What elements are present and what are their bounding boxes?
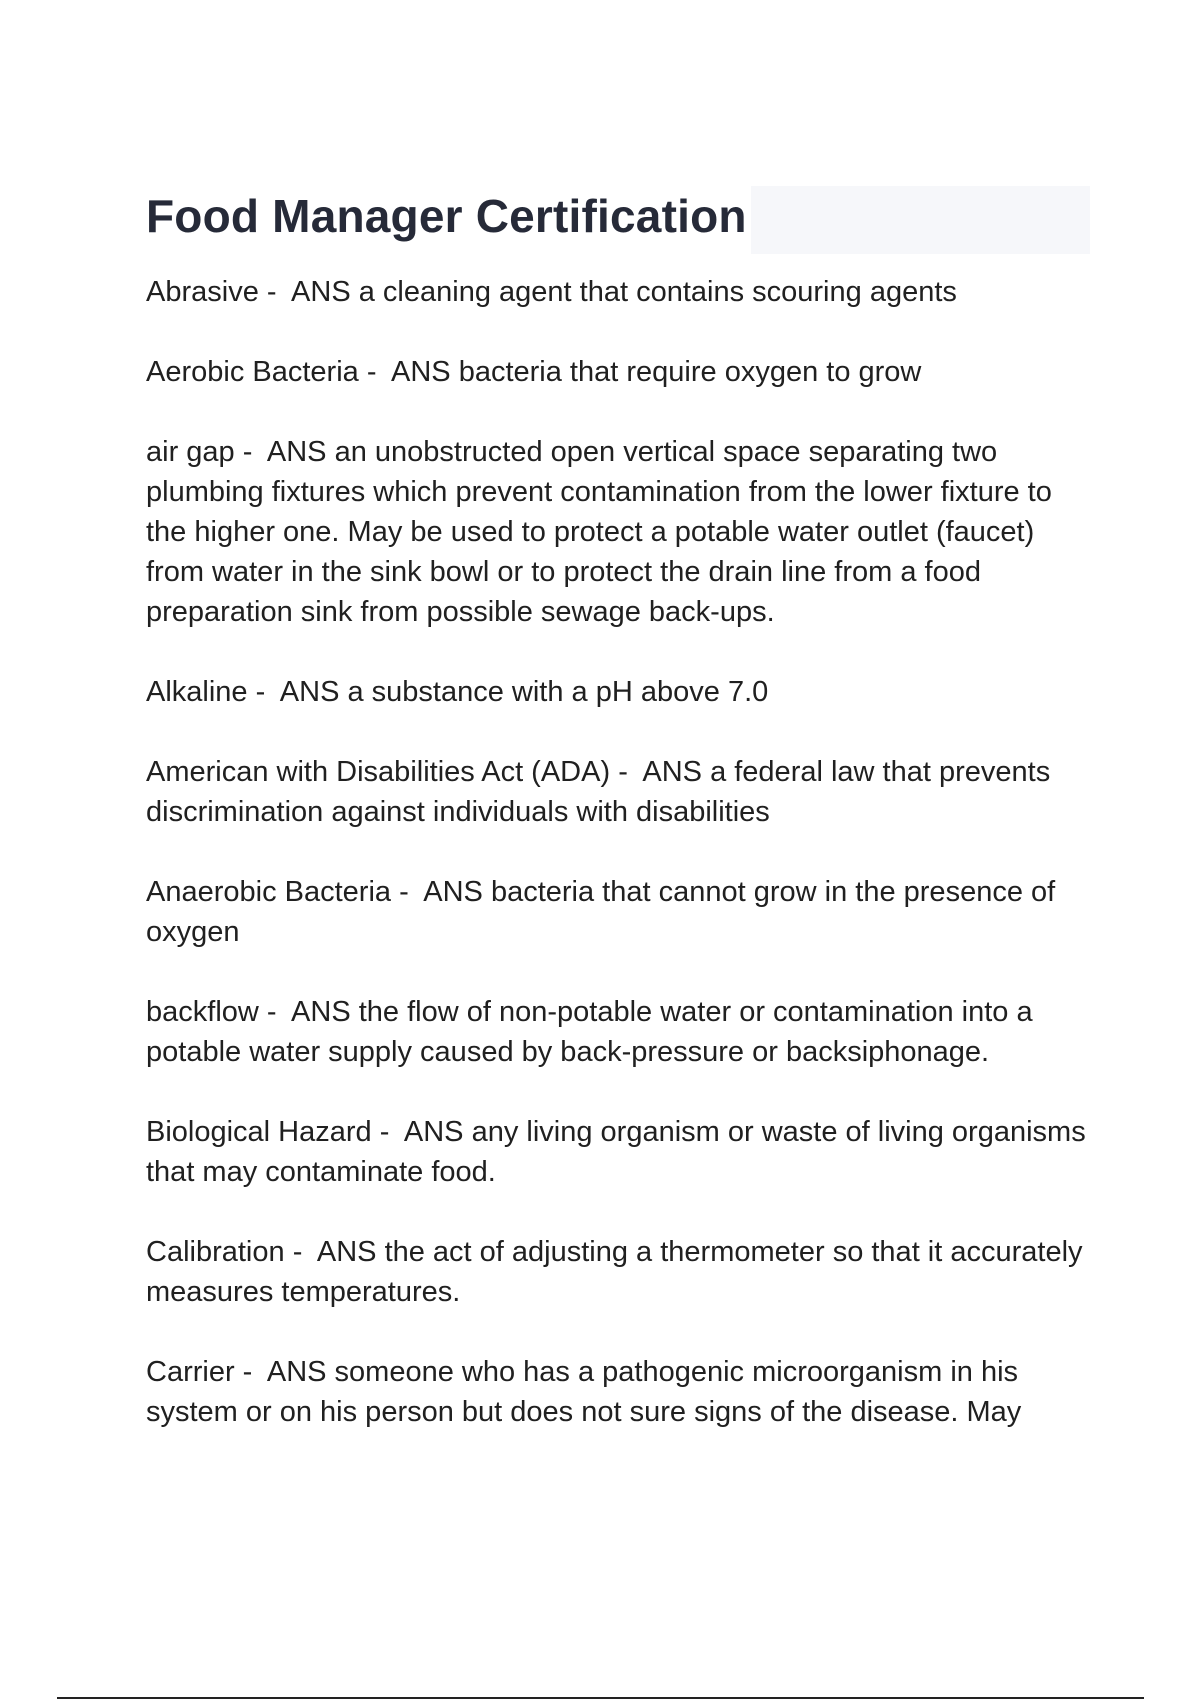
entry-definition: any living organism or waste of living organisms that may contaminate food.: [146, 1116, 1086, 1188]
entry-separator: - ANS: [358, 356, 459, 388]
glossary-entry: [146, 352, 1090, 392]
document-page: [146, 186, 1090, 1472]
entry-term: backflow: [146, 996, 259, 1028]
entry-separator: - ANS: [284, 1236, 385, 1268]
entry-definition: a federal law that prevents discrimination against individuals with disabilities: [146, 756, 1051, 828]
entry-term: Alkaline: [146, 676, 248, 708]
entry-definition: bacteria that require oxygen to grow: [458, 356, 922, 388]
entry-separator: - ANS: [258, 996, 359, 1028]
glossary-entry: [146, 992, 1090, 1072]
title-band: [146, 186, 1090, 254]
glossary-entry: [146, 752, 1090, 832]
entry-term: American with Disabilities Act (ADA): [146, 756, 611, 788]
entry-definition: the flow of non-potable water or contamination into a potable water supply caused by back-pressure or backsiphonage.: [146, 996, 1033, 1068]
glossary-entry: [146, 272, 1090, 312]
entry-separator: - ANS: [391, 876, 491, 908]
glossary-list: [146, 272, 1090, 1432]
entry-separator: - ANS: [610, 756, 711, 788]
entry-term: Biological Hazard: [146, 1116, 372, 1148]
glossary-entry: [146, 1232, 1090, 1312]
entry-separator: - ANS: [234, 1356, 335, 1388]
entry-term: Calibration: [146, 1236, 285, 1268]
entry-separator: - ANS: [371, 1116, 472, 1148]
entry-separator: - ANS: [234, 436, 335, 468]
entry-definition: a substance with a pH above 7.0: [347, 676, 769, 708]
entry-separator: - ANS: [247, 676, 348, 708]
glossary-entry: [146, 872, 1090, 952]
glossary-entry: [146, 1112, 1090, 1192]
entry-separator: - ANS: [258, 276, 359, 308]
entry-definition: bacteria that cannot grow in the presence of oxygen: [146, 876, 1056, 948]
glossary-entry: [146, 432, 1090, 632]
footer-divider: [57, 1697, 1144, 1699]
entry-definition: someone who has a pathogenic microorganism in his system or on his person but does not sure signs of the disease. May: [146, 1356, 1022, 1428]
entry-term: air gap: [146, 436, 235, 468]
entry-term: Carrier: [146, 1356, 235, 1388]
entry-term: Anaerobic Bacteria: [146, 876, 392, 908]
entry-term: Abrasive: [146, 276, 259, 308]
entry-definition: a cleaning agent that contains scouring agents: [358, 276, 957, 308]
entry-term: Aerobic Bacteria: [146, 356, 359, 388]
document-title: Food Manager Certification: [146, 186, 751, 254]
entry-definition: the act of adjusting a thermometer so that it accurately measures temperatures.: [146, 1236, 1083, 1308]
entry-definition: an unobstructed open vertical space separating two plumbing fixtures which prevent contamination from the lower fixture to the higher one. May be used to protect a potable water outlet (faucet) from water in the sink bowl or to protect the drain line from a food preparation sink from possible sewage back-ups.: [146, 436, 1052, 628]
glossary-entry: [146, 672, 1090, 712]
glossary-entry: [146, 1352, 1090, 1432]
